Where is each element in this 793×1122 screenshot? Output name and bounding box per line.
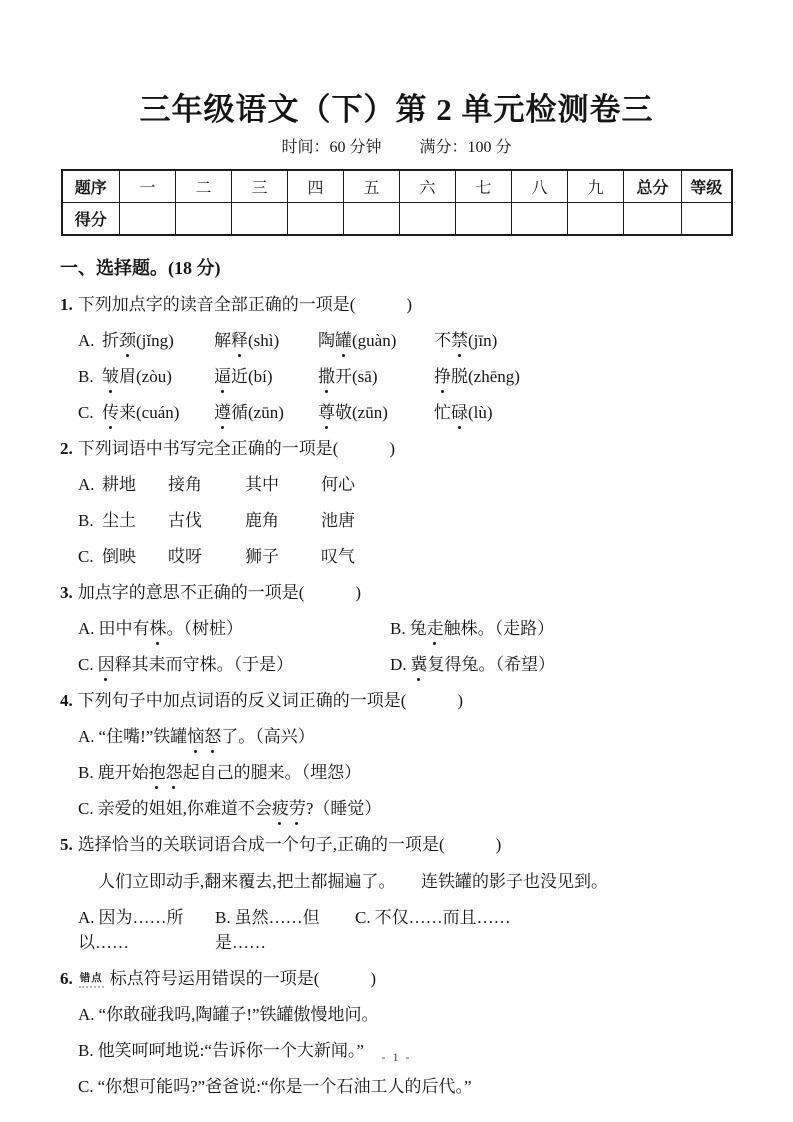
- option-word: 何心: [321, 475, 355, 494]
- option-word: 其中: [245, 475, 279, 494]
- option-label: A.: [78, 1005, 95, 1024]
- option-word: 解释(shì): [214, 328, 318, 353]
- option-text: “你想可能吗?”爸爸说:“你是一个石油工人的后代。”: [97, 1077, 472, 1096]
- score-cell: [400, 203, 456, 236]
- full-score-label: 满分：100 分: [419, 139, 512, 156]
- option-word: 古伐: [168, 511, 202, 530]
- option-label: C.: [355, 908, 371, 927]
- option-word: 哎呀: [168, 547, 202, 566]
- option-row: [78, 652, 733, 677]
- option-word: 尘土: [102, 511, 136, 530]
- option: [390, 652, 733, 677]
- question-number: 2.: [60, 439, 73, 458]
- option-label: B.: [390, 619, 406, 638]
- option-word: 池唐: [321, 511, 355, 530]
- option-word: 不禁(jīn): [434, 328, 733, 353]
- question-stem: [60, 832, 733, 857]
- option-row: [78, 328, 733, 353]
- score-table-header-cell: 总分: [624, 170, 682, 203]
- option-text: 兔走触株。（走路）: [410, 619, 555, 638]
- question-number: 4.: [60, 691, 73, 710]
- score-cell: [176, 203, 232, 236]
- score-table-header-cell: 四: [288, 170, 344, 203]
- option-row: [78, 1074, 733, 1099]
- score-cell: [568, 203, 624, 236]
- option-label: B.: [78, 367, 94, 386]
- option-text: “你敢碰我吗,陶罐子!”铁罐傲慢地问。: [98, 1005, 379, 1024]
- score-table-header-cell: 题序: [62, 170, 120, 203]
- option-label: C.: [78, 547, 94, 566]
- option-text: 亲爱的姐姐,你难道不会疲劳?（睡觉）: [98, 799, 382, 818]
- score-cell: [288, 203, 344, 236]
- question-stem: [60, 292, 733, 317]
- option-row: [78, 724, 733, 749]
- option-word: 叹气: [321, 547, 355, 566]
- score-table-row-label: 得分: [62, 203, 120, 236]
- option: [78, 905, 215, 955]
- stem-text: 选择恰当的关联词语合成一个句子,正确的一项是( ): [77, 835, 502, 854]
- question-stem: [60, 436, 733, 461]
- score-cell: [682, 203, 732, 236]
- option: [390, 616, 733, 641]
- error-point-badge: 错点: [79, 973, 104, 988]
- option-row: [78, 760, 733, 785]
- score-table-header-cell: 五: [344, 170, 400, 203]
- stem-text: 下列句子中加点词语的反义词正确的一项是( ): [77, 691, 464, 710]
- option-label: A.: [78, 727, 95, 746]
- option-row: [78, 400, 733, 425]
- score-table-header-cell: 三: [232, 170, 288, 203]
- option: [78, 652, 390, 677]
- question-6: [60, 966, 733, 1099]
- option-text: 他笑呵呵地说:“告诉你一个大新闻。”: [97, 1041, 364, 1060]
- score-cell: [344, 203, 400, 236]
- score-cell: [232, 203, 288, 236]
- score-table-header-cell: 八: [512, 170, 568, 203]
- option-word: 鹿角: [245, 511, 279, 530]
- option-word: 撒开(sā): [318, 364, 434, 389]
- option-word: 倒映: [102, 547, 136, 566]
- question-5: [60, 832, 733, 955]
- score-cell: [512, 203, 568, 236]
- time-label: 时间：60 分钟: [281, 139, 382, 156]
- question-number: 3.: [60, 583, 73, 602]
- score-cell: [120, 203, 176, 236]
- option-label: B.: [78, 1041, 94, 1060]
- question-number: 1.: [60, 295, 73, 314]
- question-stem: [60, 966, 733, 991]
- option-text: “住嘴!”铁罐恼怒了。（高兴）: [99, 727, 315, 746]
- question-number: 5.: [60, 835, 73, 854]
- stem-text: 下列词语中书写完全正确的一项是( ): [77, 439, 396, 458]
- score-table-header-cell: 九: [568, 170, 624, 203]
- option-word: 尊敬(zūn): [318, 400, 434, 425]
- option-label: D.: [390, 655, 407, 674]
- option-word: 传来(cuán): [102, 400, 214, 425]
- option-text: 因释其耒而守株。（于是）: [98, 655, 294, 674]
- option-word: 逼近(bí): [214, 364, 318, 389]
- option-word: 挣脱(zhēng): [434, 364, 733, 389]
- option-label: C.: [78, 799, 94, 818]
- question-stem: [60, 580, 733, 605]
- option-text: 冀复得兔。（希望）: [411, 655, 556, 674]
- option-word: 狮子: [245, 547, 279, 566]
- option-label: C.: [78, 655, 94, 674]
- option-row: [78, 508, 733, 533]
- option-label: A.: [78, 908, 95, 927]
- option-word: 陶罐(guàn): [318, 328, 434, 353]
- page-title: 三年级语文（下）第 2 单元检测卷三: [139, 92, 654, 127]
- stem-text: 下列加点字的读音全部正确的一项是( ): [77, 295, 413, 314]
- option-label: B.: [78, 763, 94, 782]
- stem-text: 标点符号运用错误的一项是( ): [109, 969, 377, 988]
- score-table-score-row: [62, 203, 732, 236]
- question-stem: [60, 688, 733, 713]
- option-row: [78, 364, 733, 389]
- option-row: [78, 616, 733, 641]
- option: [78, 616, 390, 641]
- option-label: A.: [78, 619, 95, 638]
- option-word: 折颈(jǐng): [102, 328, 214, 353]
- page-number: - 1 -: [381, 1050, 412, 1064]
- option-word: 皱眉(zòu): [102, 364, 214, 389]
- section-heading: 一、选择题。(18 分): [60, 258, 221, 278]
- option-text: 不仅……而且……: [374, 908, 511, 927]
- score-table-header-cell: 等级: [682, 170, 732, 203]
- option-row: [78, 472, 733, 497]
- stem-text: 加点字的意思不正确的一项是( ): [77, 583, 362, 602]
- question-3: [60, 580, 733, 677]
- option-label: C.: [78, 1077, 94, 1096]
- option-text: 因为……所以……: [78, 908, 184, 952]
- option-row: [78, 1002, 733, 1027]
- option-text: 鹿开始抱怨起自己的腿来。（埋怨）: [98, 763, 362, 782]
- score-table: [61, 169, 733, 236]
- score-table-header-cell: 六: [400, 170, 456, 203]
- score-table-header-cell: 七: [456, 170, 512, 203]
- option-word: 耕地: [102, 475, 136, 494]
- option-label: B.: [78, 511, 94, 530]
- score-cell: [456, 203, 512, 236]
- question-2: [60, 436, 733, 569]
- score-table-header-cell: 一: [120, 170, 176, 203]
- exam-meta: [60, 137, 733, 159]
- score-cell: [624, 203, 682, 236]
- option-row: [78, 796, 733, 821]
- score-table-header-row: [62, 170, 732, 203]
- score-table-header-cell: 二: [176, 170, 232, 203]
- option: [355, 905, 733, 955]
- linked-sentence: 人们立即动手,翻来覆去,把土都掘遍了。 连铁罐的影子也没见到。: [98, 872, 608, 891]
- option-label: C.: [78, 403, 94, 422]
- question-4: [60, 688, 733, 821]
- option-word: 遵循(zūn): [214, 400, 318, 425]
- question-number: 6.: [60, 969, 73, 988]
- option-word: 接角: [168, 475, 202, 494]
- option-label: B.: [215, 908, 231, 927]
- option-text: 田中有株。（树桩）: [99, 619, 244, 638]
- question-1: [60, 292, 733, 425]
- option-row: [78, 905, 733, 955]
- option-label: A.: [78, 331, 95, 350]
- option-row: [78, 544, 733, 569]
- option-label: A.: [78, 475, 95, 494]
- option-text: 虽然……但是……: [215, 908, 320, 952]
- option-word: 忙碌(lù): [434, 400, 733, 425]
- option: [215, 905, 355, 955]
